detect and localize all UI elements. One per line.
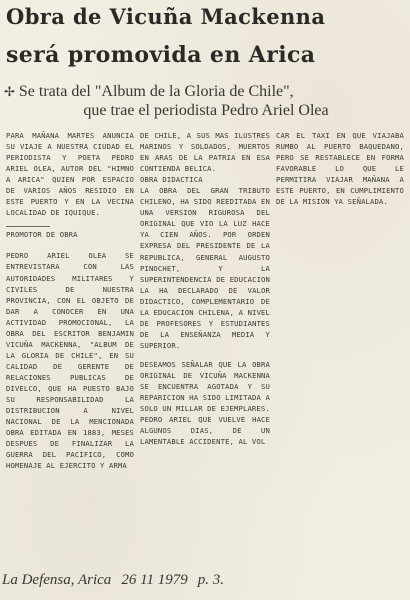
article-paragraph: CAR EL TAXI EN QUE VIAJABA RUMBO AL PUERTO BAQUEDANO, PERO SE RESTABLECE EN FORMA FAVORABLE LO QUE LE PERMITIRA VIAJAR MAÑANA A ESTE PUERTO, EN CUMPLIMIENTO DE LA MISION YA SEÑALADA. [276,131,404,207]
source-page: p. 3. [197,572,224,588]
headline-line-1: Obra de Vicuña Mackenna [6,4,326,29]
section-rule [6,226,50,227]
article-column-1 [6,130,134,471]
article-paragraph: DESEAMOS SEÑALAR QUE LA OBRA ORIGINAL DE VICUÑA MACKENNA SE ENCUENTRA AGOTADA Y SU REPARICION HA SIDO LIMITADA A SOLO UN MILLAR DE EJEMPLARES. [140,359,270,414]
article-paragraph: LA OBRA DEL GRAN TRIBUTO CHILENO, HA SIDO REEDITADA EN UNA VERSION RIGUROSA DEL ORIGINAL QUE VIO LA LUZ HACE YA CIEN AÑOS. POR ORDEN EXPRESA DEL PRESIDENTE DE LA REPUBLICA, GENERAL AUGUSTO PINOCHET, Y LA SUPERINTENDENCIA DE EDUCACION LA HA DECLARADO DE VALOR DIDACTICO, COMPLEMENTARIO DE LA EDUCACION CHILENA, A NIVEL DE PROFESORES Y ESTUDIANTES DE LA ENSEÑANZA MEDIA Y SUPERIOR. [140,186,270,350]
article-paragraph: PEDRO ARIEL OLEA SE ENTREVISTARA CON LAS AUTORIDADES MILITARES Y CIVILES DE NUESTRA PROVINCIA, CON EL OBJETO DE DAR A CONOCER EN UNA ACTIVIDAD PROMOCIONAL, LA OBRA DEL ESCRITOR BENJAMIN VICUÑA MACKENNA, "ALBUM DE LA GLORIA DE CHILE", EN SU CALIDAD DE GERENTE DE RELACIONES PUBLICAS DE DIVELCO, QUE HA PUESTO BAJO SU RESPONSABILIDAD LA DISTRIBUCION A NIVEL NACIONAL DE LA MENCIONADA OBRA EDITADA EN 1883, MESES DESPUES DE FINALIZAR LA GUERRA DEL PACIFICO, COMO HOMENAJE AL EJERCITO Y ARMA [6,251,134,471]
source-annotation [2,572,408,589]
article-column-3 [276,130,404,207]
article-body [0,130,410,570]
subheadline-line-2: que trae el periodista Pedro Ariel Olea [83,102,329,119]
source-newspaper: La Defensa, Arica [2,572,112,588]
bullet-ornament-icon: ✢ [4,84,15,99]
subheadline [4,82,408,120]
section-heading-obra-didactica: OBRA DIDACTICA [140,175,203,185]
article-paragraph: DE CHILE, A SUS MAS ILUSTRES MARINOS Y SOLDADOS, MUERTOS EN ARAS DE LA PATRIA EN ESA CONTIENDA BELICA. [140,131,270,174]
article-paragraph: PEDRO ARIEL QUE VUELVE HACE ALGUNOS DIAS, DE UN LAMENTABLE ACCIDENTE, AL VOL [140,415,270,447]
source-date: 26 11 1979 [121,572,188,588]
headline-line-2: será promovida en Arica [6,42,316,68]
article-column-2 [140,130,270,447]
article-paragraph: PARA MAÑANA MARTES ANUNCIA SU VIAJE A NUESTRA CIUDAD EL PERIODISTA Y POETA PEDRO ARIEL OLEA, AUTOR DEL "HIMNO A ARICA" QUIEN POR ESPACIO DE VARIOS AÑOS RESIDIO EN ESTE PUERTO Y EN LA VECINA LOCALIDAD DE IQUIQUE. [6,131,134,218]
subheadline-line-1: Se trata del "Album de la Gloria de Chile", [18,83,294,100]
section-heading-promotor: PROMOTOR DE OBRA [6,230,78,240]
